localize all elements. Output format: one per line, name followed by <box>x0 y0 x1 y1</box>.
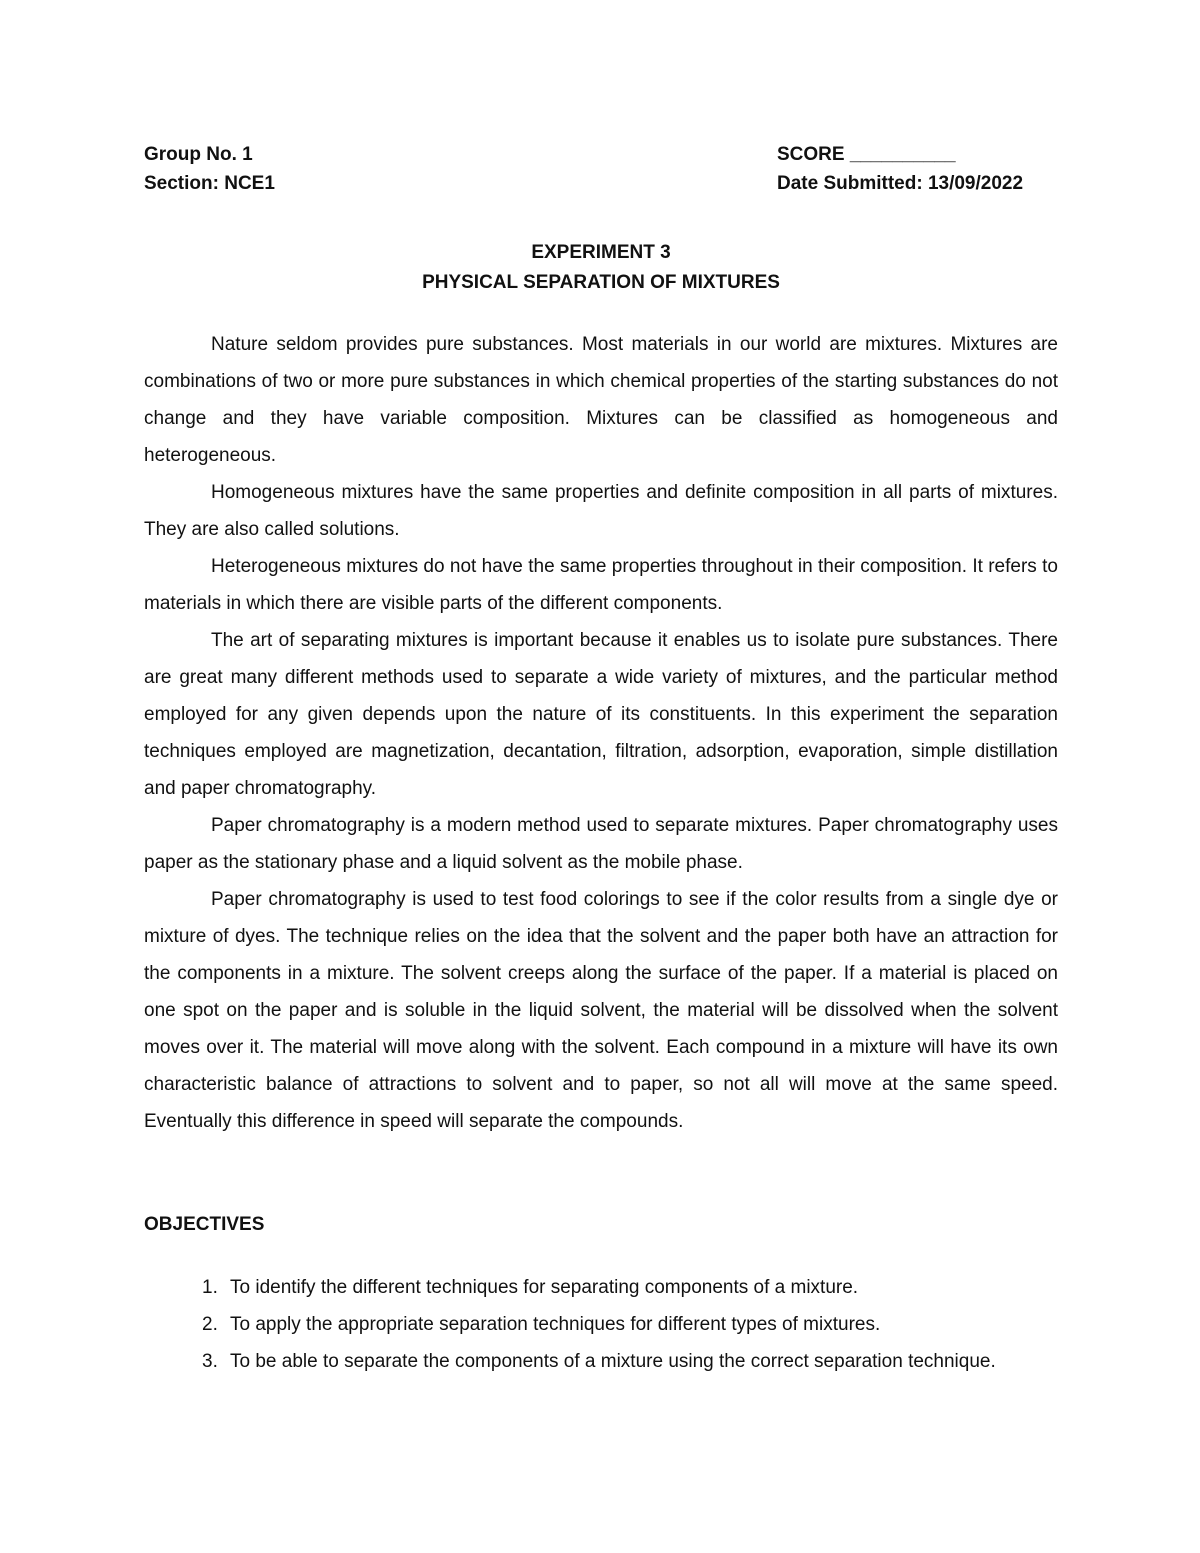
paragraph-heterogeneous: Heterogeneous mixtures do not have the same properties throughout in their composition. It refers to materials in which there are visible parts of the different components. <box>144 556 1058 614</box>
objective-text: To identify the different techniques for separating components of a mixture. <box>230 1277 859 1298</box>
document-header <box>144 140 1058 198</box>
objective-text: To be able to separate the components of a mixture using the correct separation technique. <box>230 1351 996 1372</box>
title-block <box>144 238 1058 298</box>
objective-item <box>144 1343 1058 1380</box>
experiment-title: EXPERIMENT 3 <box>531 242 671 263</box>
section-label: Section: NCE1 <box>144 173 275 194</box>
objective-number: 3. <box>202 1351 218 1372</box>
paragraph-separation-art: The art of separating mixtures is important because it enables us to isolate pure substances. There are great many different methods used to separate a wide variety of mixtures, and the particular method employed for any given depends upon the nature of its constituents. In this experiment the separation techniques employed are magnetization, decantation, filtration, adsorption, evaporation, simple distillation and paper chromatography. <box>144 630 1058 799</box>
header-row-bottom <box>144 169 1058 198</box>
objective-number: 1. <box>202 1277 218 1298</box>
experiment-subtitle: PHYSICAL SEPARATION OF MIXTURES <box>422 272 780 293</box>
body-text <box>144 326 1058 1140</box>
objective-item <box>144 1306 1058 1343</box>
objectives-heading: OBJECTIVES <box>144 1214 265 1235</box>
score-field: SCORE __________ <box>777 144 956 165</box>
objective-item <box>144 1269 1058 1306</box>
objective-text: To apply the appropriate separation techniques for different types of mixtures. <box>230 1314 881 1335</box>
paragraph-chromatography-detail: Paper chromatography is used to test food colorings to see if the color results from a single dye or mixture of dyes. The technique relies on the idea that the solvent and the paper both have an attraction for the components in a mixture. The solvent creeps along the surface of the paper. If a material is placed on one spot on the paper and is soluble in the liquid solvent, the material will be dissolved when the solvent moves over it. The material will move along with the solvent. Each compound in a mixture will have its own characteristic balance of attractions to solvent and to paper, so not all will move at the same speed. Eventually this difference in speed will separate the compounds. <box>144 889 1058 1132</box>
paragraph-intro: Nature seldom provides pure substances. Most materials in our world are mixtures. Mixtures are combinations of two or more pure substances in which chemical properties of the starting substances do not change and they have variable composition. Mixtures can be classified as homogeneous and heterogeneous. <box>144 334 1058 466</box>
group-number: Group No. 1 <box>144 144 253 165</box>
objective-number: 2. <box>202 1314 218 1335</box>
paragraph-homogeneous: Homogeneous mixtures have the same properties and definite composition in all parts of mixtures. They are also called solutions. <box>144 482 1058 540</box>
paragraph-chromatography-intro: Paper chromatography is a modern method used to separate mixtures. Paper chromatography uses paper as the stationary phase and a liquid solvent as the mobile phase. <box>144 815 1058 873</box>
date-submitted: Date Submitted: 13/09/2022 <box>777 173 1024 194</box>
objectives-list <box>144 1269 1058 1380</box>
header-row-top <box>144 140 1058 169</box>
